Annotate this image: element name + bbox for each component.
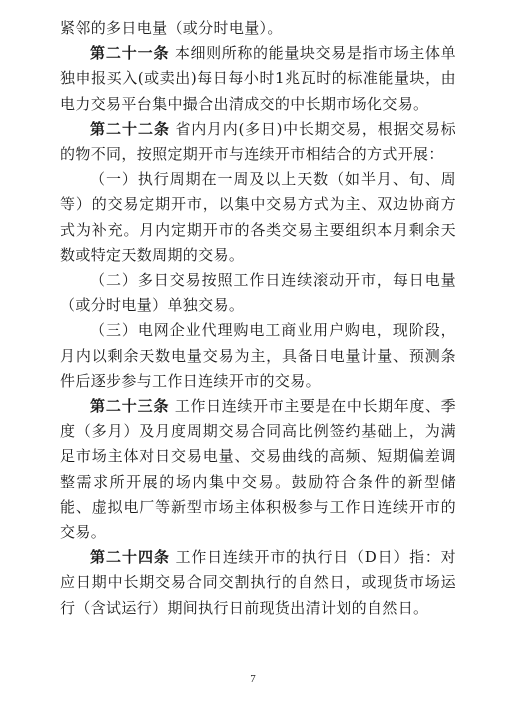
clause-1 (60, 167, 456, 268)
page-number: 7 (250, 673, 256, 685)
clause-3 (60, 318, 456, 394)
article-21 (60, 41, 456, 117)
clause-2 (60, 268, 456, 318)
article-heading: 第二十二条 (90, 119, 170, 138)
article-23 (60, 394, 456, 545)
paragraph-text: 省内月内(多日)中长期交易，根据交易标的物不同，按照定期开市与连续开市相结合的方式开展： (60, 119, 456, 164)
paragraph-text: （一）执行周期在一周及以上天数（如半月、旬、周等）的交易定期开市，以集中交易方式为主、双边协商方式为补充。月内定期开市的各类交易主要组织本月剩余天数或特定天数周期的交易。 (60, 170, 456, 264)
article-heading: 第二十三条 (90, 397, 170, 416)
article-22 (60, 117, 456, 167)
article-heading: 第二十一条 (90, 44, 170, 63)
paragraph-continuation (60, 16, 456, 41)
article-heading: 第二十四条 (90, 548, 171, 567)
paragraph-text: （三）电网企业代理购电工商业用户购电，现阶段，月内以剩余天数电量交易为主，具备日电量计量、预测条件后逐步参与工作日连续开市的交易。 (60, 321, 456, 390)
paragraph-text: 本细则所称的能量块交易是指市场主体单独申报买入(或卖出)每日每小时1兆瓦时的标准能量块，由电力交易平台集中撮合出清成交的中长期市场化交易。 (60, 44, 456, 113)
paragraph-text: 紧邻的多日电量（或分时电量）。 (60, 19, 283, 37)
paragraph-text: 工作日连续开市主要是在中长期年度、季度（多月）及月度周期交易合同高比例签约基础上，为满足市场主体对日交易电量、交易曲线的高频、短期偏差调整需求所开展的场内集中交易。鼓励符合条件的新型储能、虚拟电厂等新型市场主体积极参与工作日连续开市的交易。 (60, 397, 456, 542)
article-24 (60, 545, 456, 621)
paragraph-text: （二）多日交易按照工作日连续滚动开市，每日电量（或分时电量）单独交易。 (60, 271, 456, 315)
document-body (60, 16, 456, 621)
paragraph-text: 工作日连续开市的执行日（D日）指：对应日期中长期交易合同交割执行的自然日，或现货市场运行（含试运行）期间执行日前现货出清计划的自然日。 (60, 548, 456, 617)
